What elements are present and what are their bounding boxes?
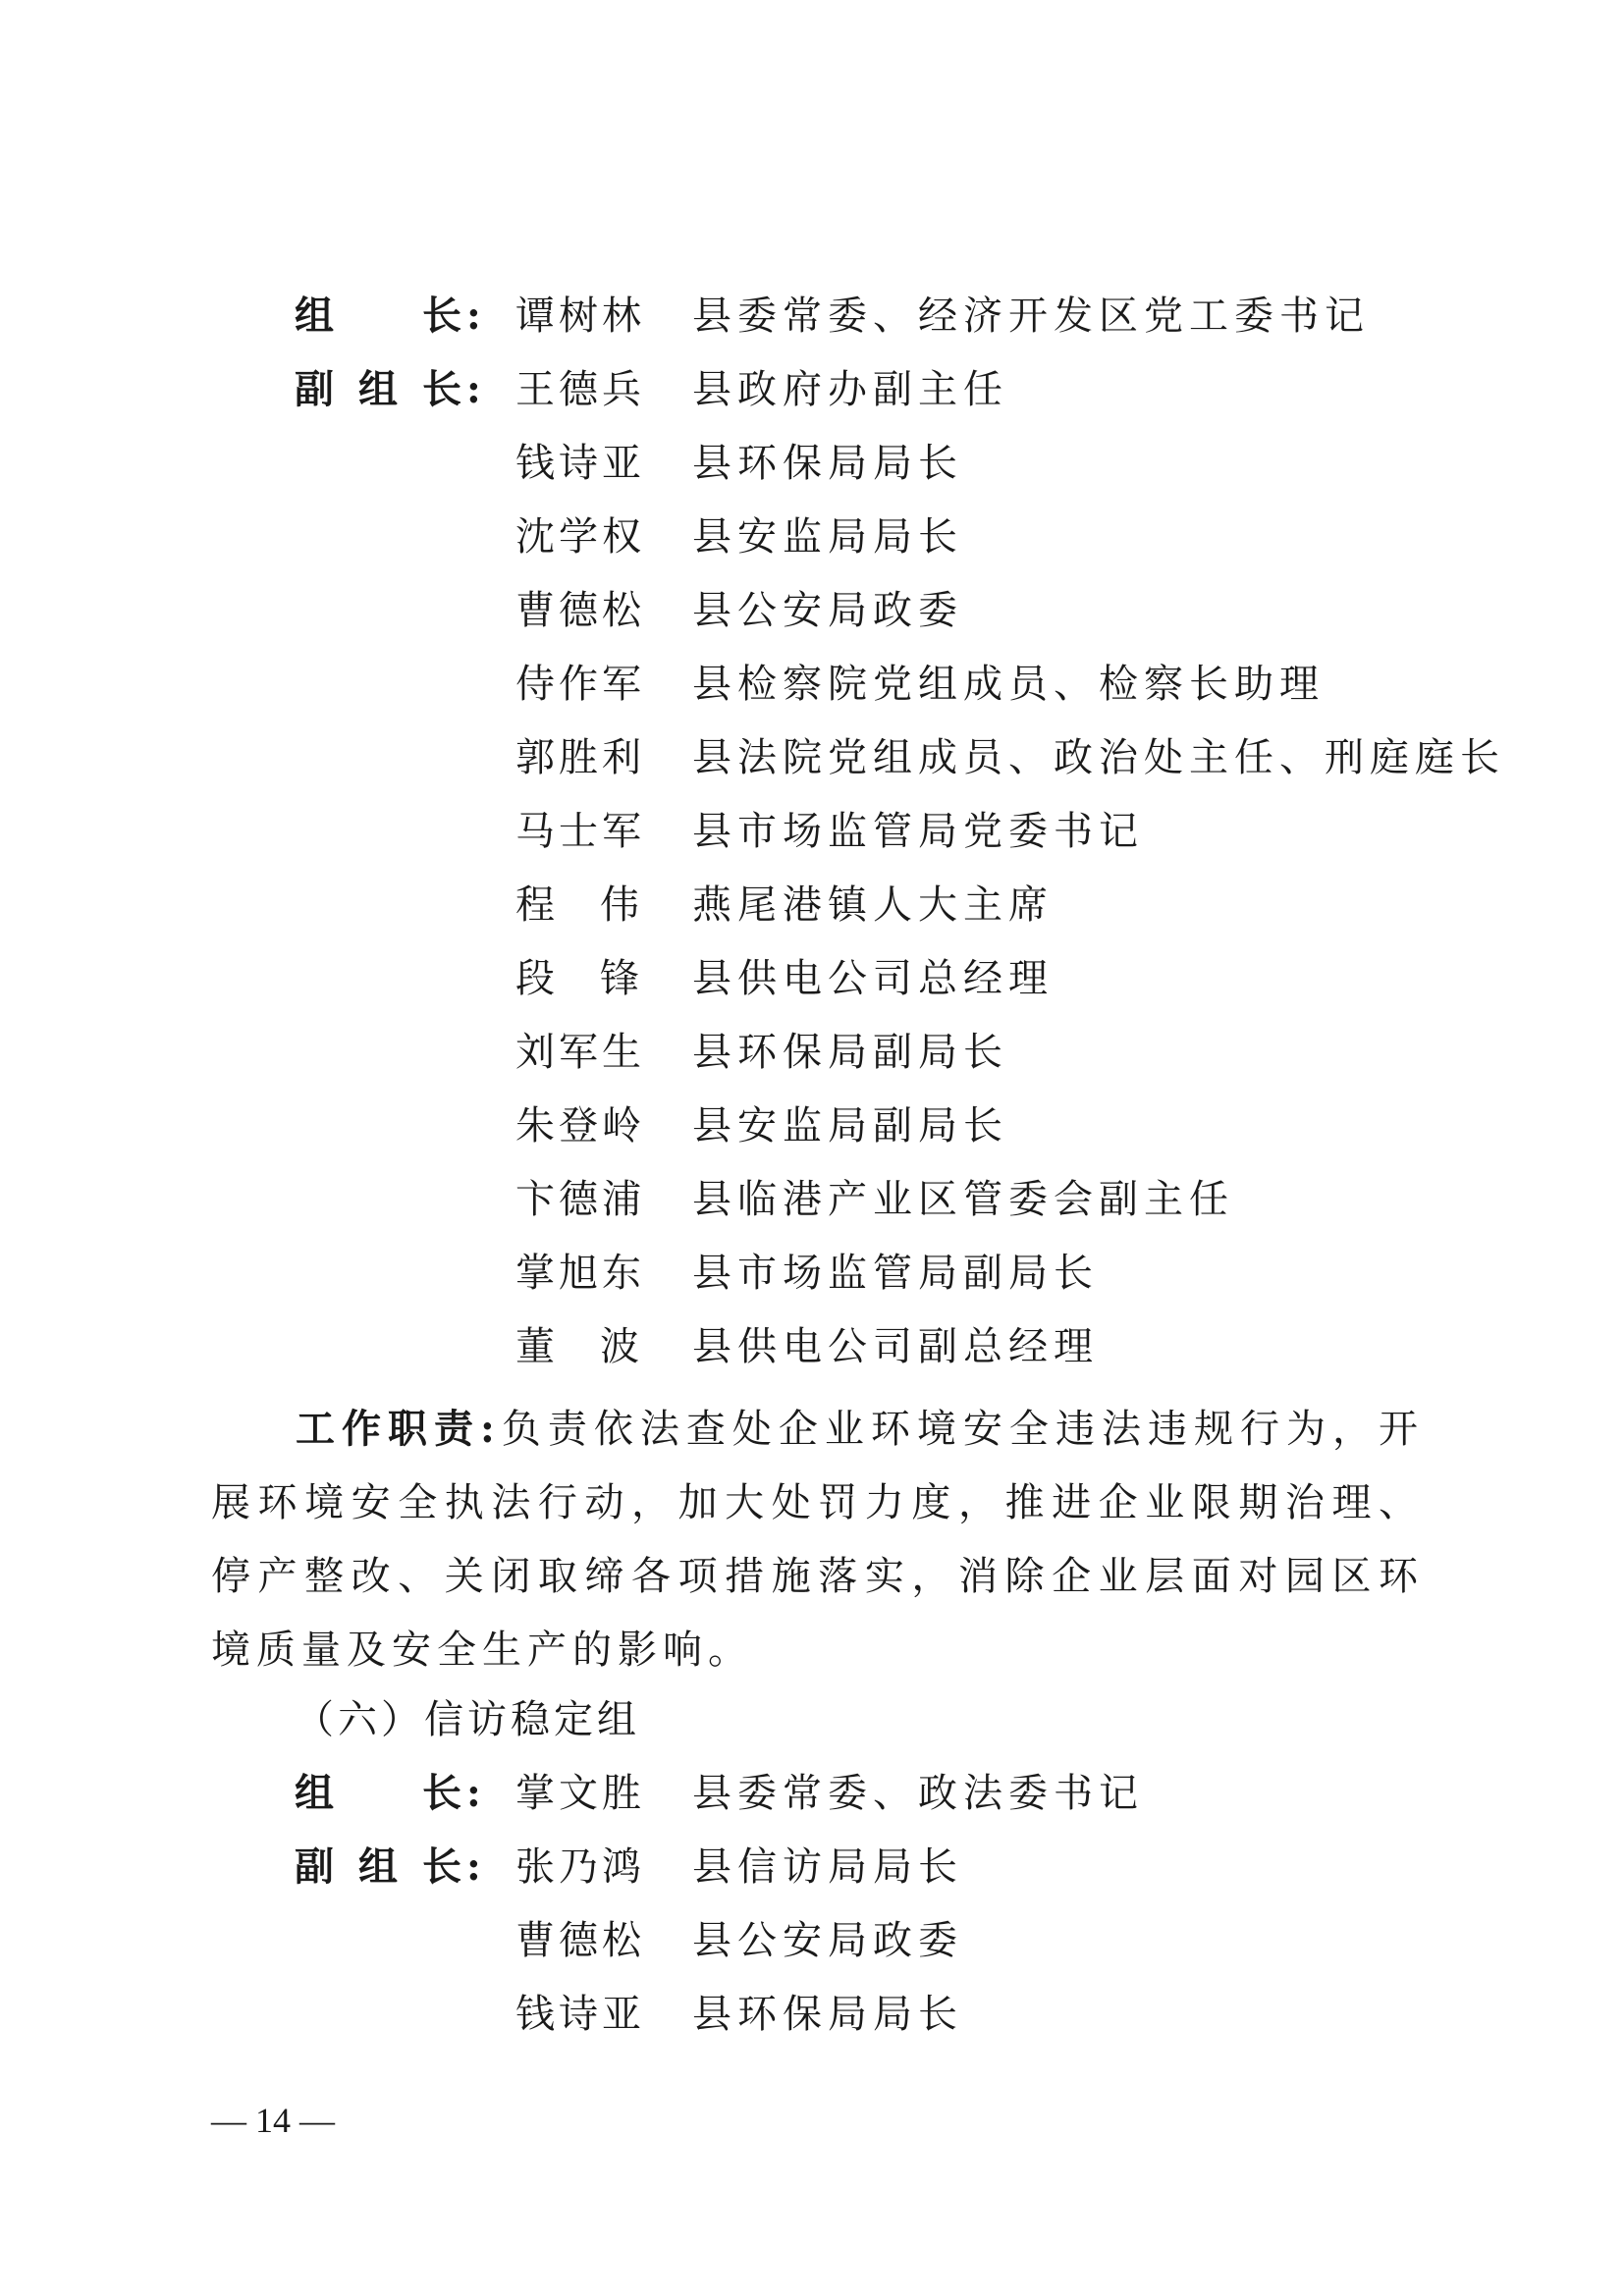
member-title: 县供电公司总经理 xyxy=(692,956,1054,1001)
role-colon: : xyxy=(466,1843,481,1890)
member-name: 掌文胜 xyxy=(515,1771,645,1816)
section-heading: （六）信访稳定组 xyxy=(295,1697,640,1742)
member-title: 县委常委、政法委书记 xyxy=(692,1771,1144,1816)
member-name: 郭胜利 xyxy=(515,735,645,780)
member-name: 刘军生 xyxy=(515,1030,645,1075)
member-name: 董 波 xyxy=(515,1324,643,1369)
member-title: 县信访局局长 xyxy=(692,1844,963,1890)
member-title: 县市场监管局副局长 xyxy=(692,1251,1099,1296)
duty-colon: : xyxy=(480,1406,501,1452)
member-name: 曹德松 xyxy=(515,1918,645,1963)
member-name: 钱诗亚 xyxy=(515,441,645,486)
member-name: 掌旭东 xyxy=(515,1251,645,1296)
member-title: 县委常委、经济开发区党工委书记 xyxy=(692,294,1370,339)
member-name: 卞德浦 xyxy=(515,1177,645,1222)
member-title: 县市场监管局党委书记 xyxy=(692,809,1144,854)
role-colon: : xyxy=(466,366,481,412)
role-colon: : xyxy=(466,293,481,339)
member-name: 沈学权 xyxy=(515,514,645,560)
role-label-deputy: 副 组 长 xyxy=(295,366,461,412)
member-title: 县临港产业区管委会副主任 xyxy=(692,1177,1234,1222)
member-name: 王德兵 xyxy=(515,367,645,412)
member-name: 侍作军 xyxy=(515,662,645,707)
member-title: 县安监局局长 xyxy=(692,514,963,560)
member-title: 县公安局政委 xyxy=(692,588,963,633)
member-title: 县法院党组成员、政治处主任、刑庭庭长 xyxy=(692,735,1505,780)
duty-text: 负责依法查处企业环境安全违法违规行为，开展环境安全执法行动，加大处罚力度，推进企业限期治理、停产整改、关闭取缔各项措施落实，消除企业层面对园区环境质量及安全生产的影响。 xyxy=(211,1407,1425,1673)
member-name: 钱诗亚 xyxy=(515,1992,645,2037)
member-title: 县政府办副主任 xyxy=(692,367,1008,412)
member-title: 县环保局局长 xyxy=(692,1992,963,2037)
member-name: 马士军 xyxy=(515,809,645,854)
member-title: 县公安局政委 xyxy=(692,1918,963,1963)
member-name: 张乃鸿 xyxy=(515,1844,645,1890)
member-name: 谭树林 xyxy=(515,294,645,339)
role-label-deputy: 副 组 长 xyxy=(295,1843,461,1890)
role-label-leader: 组 长 xyxy=(295,293,461,339)
member-name: 曹德松 xyxy=(515,588,645,633)
member-title: 县环保局副局长 xyxy=(692,1030,1008,1075)
member-title: 县检察院党组成员、检察长助理 xyxy=(692,662,1325,707)
role-colon: : xyxy=(466,1770,481,1816)
member-title: 县供电公司副总经理 xyxy=(692,1324,1099,1369)
member-name: 程 伟 xyxy=(515,882,643,928)
member-title: 县环保局局长 xyxy=(692,441,963,486)
member-name: 段 锋 xyxy=(515,956,643,1001)
member-title: 燕尾港镇人大主席 xyxy=(692,882,1054,928)
page-number: — 14 — xyxy=(211,2101,335,2140)
role-label-leader: 组 长 xyxy=(295,1770,461,1816)
duty-paragraph xyxy=(211,1392,1424,1687)
member-name: 朱登岭 xyxy=(515,1103,645,1148)
duty-label: 工作职责 xyxy=(296,1406,481,1452)
member-title: 县安监局副局长 xyxy=(692,1103,1008,1148)
